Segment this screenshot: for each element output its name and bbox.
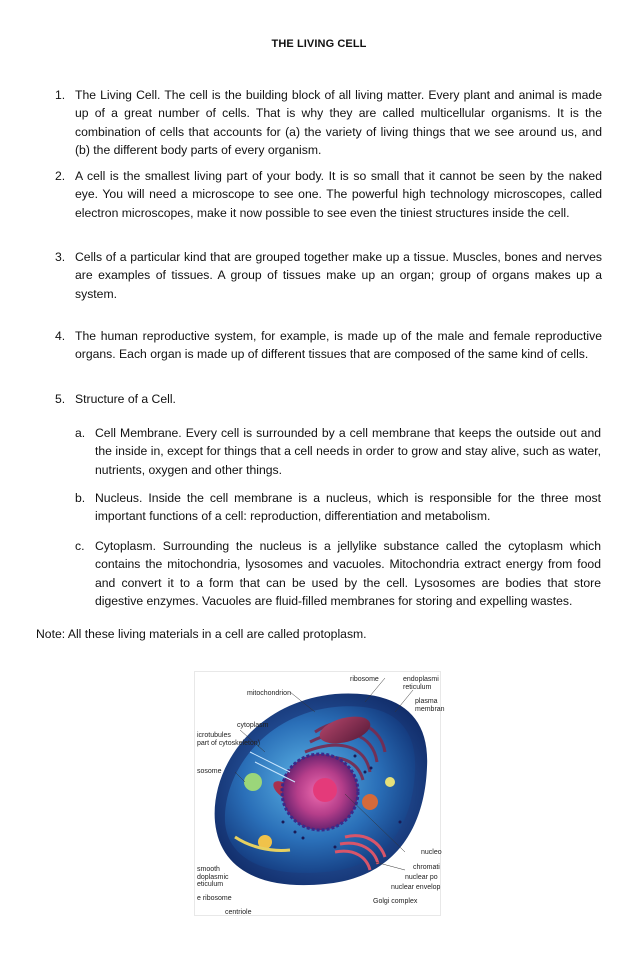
subitem-letter: a. bbox=[75, 426, 86, 440]
subitem-letter: b. bbox=[75, 491, 86, 505]
label-golgi-complex: Golgi complex bbox=[373, 898, 418, 905]
item-text: The Living Cell. The cell is the building block of all living matter. Every plant and animal is made up of a great number of cells. That is why they are called multicellular organisms. It is the combination of cells that accounts for (a) the variety of living things that we see around us, and (b) the different body parts of every organism. bbox=[75, 88, 602, 158]
item-number: 3. bbox=[55, 250, 66, 264]
label-ribosome-top: ribosome bbox=[350, 676, 379, 683]
item-number: 5. bbox=[55, 392, 66, 406]
label-microtubules: icrotubules part of cytoskeleton) bbox=[197, 732, 261, 747]
label-smooth-er: smooth doplasmic eticulum bbox=[197, 866, 229, 888]
subitem-text: Nucleus. Inside the cell membrane is a nucleus, which is responsible for the three most important functions of a cell: reproduction, differentiation and metabolism. bbox=[95, 491, 601, 524]
label-nucleolus: nucleo bbox=[421, 849, 442, 856]
label-chromatin: chromati bbox=[413, 864, 440, 871]
item-number: 4. bbox=[55, 329, 66, 343]
label-plasma-membrane: plasma membran bbox=[415, 698, 445, 713]
page-title: THE LIVING CELL bbox=[271, 38, 367, 50]
lysosome-shape bbox=[244, 773, 262, 791]
subitem-text: Cytoplasm. Surrounding the nucleus is a jellylike substance called the cytoplasm which contains the mitochondria, lysosomes and vacuoles. Mitochondria extract energy from food and convert it to a form that can be used by the cell. Lysosomes are bodies that store digestive enzymes. Vacuoles are fluid-filled membranes for storing and expelling wastes. bbox=[95, 539, 601, 609]
item-number: 1. bbox=[55, 88, 66, 102]
label-endoplasmic-reticulum: endoplasmi reticulum bbox=[403, 676, 439, 691]
subitem-letter: c. bbox=[75, 539, 85, 553]
label-centriole: centriole bbox=[225, 909, 252, 916]
label-nuclear-envelope: nuclear envelop bbox=[391, 884, 441, 891]
label-mitochondrion: mitochondrion bbox=[247, 690, 291, 697]
note-text: Note: All these living materials in a cell are called protoplasm. bbox=[36, 627, 367, 641]
vesicle-shape bbox=[362, 794, 378, 810]
label-lysosome: sosome bbox=[197, 768, 222, 775]
item-text: A cell is the smallest living part of your body. It is so small that it cannot be seen by the naked eye. You will need a microscope to see one. The powerful high technology microscopes, called electron microscopes, make it now possible to see even the tiniest structures inside the cell. bbox=[75, 169, 602, 220]
item-text: Cells of a particular kind that are grouped together make up a tissue. Muscles, bones and nerves are examples of tissues. A group of tissues make up an organ; group of organs makes up a system. bbox=[75, 250, 602, 301]
cell-diagram bbox=[194, 671, 445, 916]
item-text: Structure of a Cell. bbox=[75, 392, 176, 406]
label-nuclear-pore: nuclear po bbox=[405, 874, 438, 881]
subitem-text: Cell Membrane. Every cell is surrounded by a cell membrane that keeps the outside out and the inside in, except for things that a cell needs in order to grow and stay alive, such as water, nutrients, oxygen and other things. bbox=[95, 426, 601, 477]
item-text: The human reproductive system, for example, is made up of the male and female reproductive organs. Each organ is made up of different tissues that are composed of the same kind of cells. bbox=[75, 329, 602, 362]
label-ribosome-bottom: e ribosome bbox=[197, 895, 232, 902]
vesicle-shape-3 bbox=[385, 777, 395, 787]
item-number: 2. bbox=[55, 169, 66, 183]
label-cytoplasm: cytoplasm bbox=[237, 722, 269, 729]
nucleolus-shape bbox=[313, 778, 337, 802]
